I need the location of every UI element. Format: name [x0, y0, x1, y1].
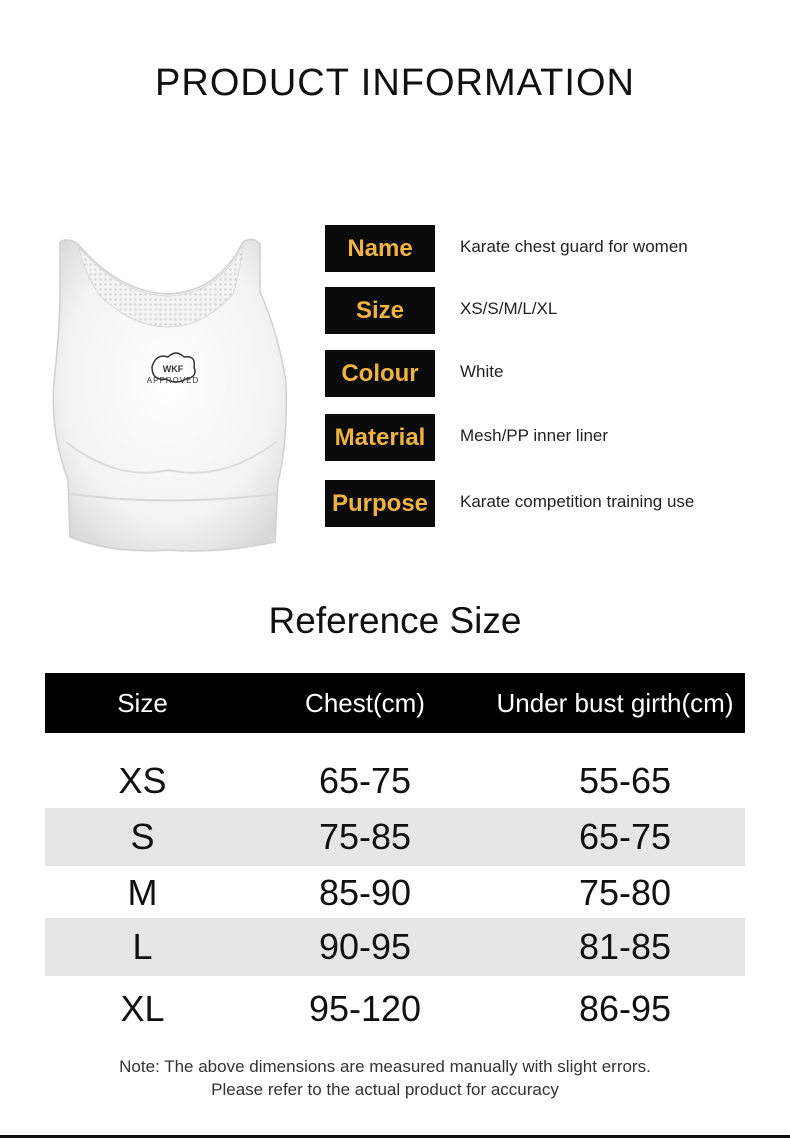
cell-under-bust: 55-65	[578, 760, 672, 801]
column-header-size: Size	[117, 688, 168, 718]
cell-under-bust: 65-75	[578, 816, 672, 857]
reference-size-title: Reference Size	[268, 600, 522, 641]
info-value: Mesh/PP inner liner	[460, 426, 609, 445]
info-value: XS/S/M/L/XL	[460, 299, 558, 318]
table-row	[45, 866, 745, 918]
cell-chest: 85-90	[318, 872, 412, 913]
cell-under-bust: 75-80	[578, 872, 672, 913]
table-row	[45, 808, 745, 866]
info-label: Name	[325, 225, 435, 272]
cell-size: S	[130, 816, 155, 857]
cell-under-bust: 86-95	[578, 988, 672, 1029]
info-label: Material	[325, 414, 435, 461]
cell-size: XL	[120, 988, 165, 1029]
info-value: Karate chest guard for women	[460, 237, 688, 256]
cell-chest: 95-120	[308, 988, 422, 1029]
info-label: Purpose	[325, 480, 435, 527]
cell-size: M	[127, 872, 158, 913]
info-label: Size	[325, 287, 435, 334]
table-row	[45, 918, 745, 976]
approved-text: APPROVED	[146, 376, 200, 385]
note-line-2: Please refer to the actual product for accuracy	[211, 1080, 559, 1099]
info-value: White	[460, 362, 504, 381]
column-header-chest: Chest(cm)	[305, 688, 425, 718]
cell-chest: 65-75	[318, 760, 412, 801]
product-image	[38, 232, 300, 554]
column-header-under-bust: Under bust girth(cm)	[496, 688, 734, 718]
cell-size: L	[132, 926, 153, 967]
cell-size: XS	[118, 760, 167, 801]
info-label: Colour	[325, 350, 435, 397]
page-title: PRODUCT INFORMATION	[155, 62, 635, 104]
svg-text:WKF: WKF	[162, 364, 184, 374]
note-line-1: Note: The above dimensions are measured manually with slight errors.	[119, 1057, 651, 1076]
cell-chest: 90-95	[318, 926, 412, 967]
table-row	[45, 754, 745, 808]
table-row	[45, 976, 745, 1036]
cell-under-bust: 81-85	[578, 926, 672, 967]
size-table-header	[45, 673, 745, 733]
cell-chest: 75-85	[318, 816, 412, 857]
info-value: Karate competition training use	[460, 492, 695, 511]
